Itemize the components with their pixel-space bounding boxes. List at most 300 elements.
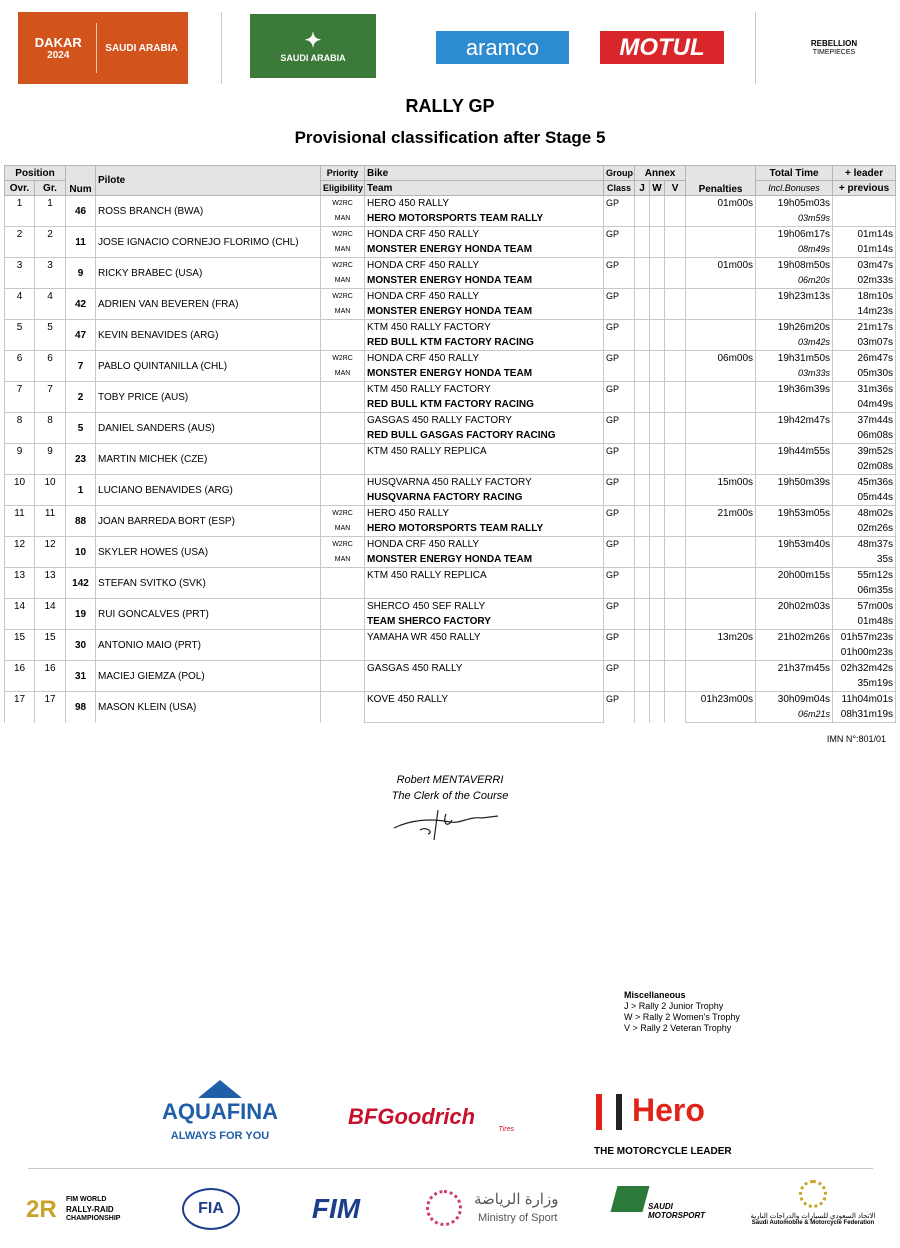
cell-gr: 17 (35, 692, 66, 723)
cell-ovr: 3 (5, 258, 35, 289)
cell-num: 11 (66, 227, 96, 258)
table-row (5, 692, 896, 708)
cell-previous: 02m08s (833, 459, 896, 475)
cell-pilot: PABLO QUINTANILLA (CHL) (96, 351, 321, 382)
cell-class: GP (604, 475, 635, 506)
cell-pilot: RICKY BRABEC (USA) (96, 258, 321, 289)
table-row (5, 227, 896, 243)
fia-name: FIA (198, 1200, 224, 1217)
bfgoodrich-name: BFGoodrich (348, 1104, 476, 1129)
cell-priority (321, 506, 365, 537)
samf-emblem-icon (799, 1180, 827, 1208)
samf-english: Saudi Automobile & Motorcycle Federation (751, 1220, 875, 1226)
cell-penalties-blank (686, 304, 756, 320)
cell-ovr: 11 (5, 506, 35, 537)
misc-line: W > Rally 2 Women's Trophy (624, 1012, 740, 1022)
cell-w (650, 444, 665, 475)
cell-previous: 05m44s (833, 490, 896, 506)
cell-ovr: 6 (5, 351, 35, 382)
cell-priority (321, 475, 365, 506)
cell-j (635, 568, 650, 599)
table-row (5, 196, 896, 212)
rebellion-logo (786, 36, 882, 60)
samf-logo (748, 1180, 878, 1240)
table-row (5, 568, 896, 584)
priority-line: W2RC (332, 293, 353, 300)
cell-w (650, 692, 665, 723)
cell-gr: 12 (35, 537, 66, 568)
clerk-name: Robert MENTAVERRI (396, 774, 504, 786)
cell-penalties: 13m20s (686, 630, 756, 646)
cell-bonus: 06m21s (756, 707, 833, 723)
cell-team: MONSTER ENERGY HONDA TEAM (365, 366, 604, 382)
cell-ovr: 2 (5, 227, 35, 258)
cell-w (650, 320, 665, 351)
cell-previous (833, 211, 896, 227)
cell-leader: 45m36s (833, 475, 896, 491)
col-num: Num (66, 166, 96, 196)
cell-previous: 04m49s (833, 397, 896, 413)
cell-penalties-blank (686, 242, 756, 258)
cell-gr: 1 (35, 196, 66, 227)
cell-v (665, 382, 686, 413)
cell-penalties (686, 444, 756, 460)
cell-j (635, 413, 650, 444)
cell-leader: 57m00s (833, 599, 896, 615)
cell-priority (321, 661, 365, 692)
cell-num: 47 (66, 320, 96, 351)
cell-class: GP (604, 258, 635, 289)
cell-previous: 01h00m23s (833, 645, 896, 661)
cell-bike: KOVE 450 RALLY (365, 692, 604, 708)
cell-penalties-blank (686, 676, 756, 692)
cell-bike: HERO 450 RALLY (365, 506, 604, 522)
cell-num: 19 (66, 599, 96, 630)
cell-ovr: 14 (5, 599, 35, 630)
cell-total: 19h26m20s (756, 320, 833, 336)
table-row (5, 289, 896, 305)
cell-total: 21h37m45s (756, 661, 833, 677)
cell-team: MONSTER ENERGY HONDA TEAM (365, 552, 604, 568)
cell-w (650, 568, 665, 599)
bfgoodrich-logo (348, 1104, 516, 1132)
saudi-motorsport-logo (612, 1186, 704, 1234)
hero-mark-icon (596, 1094, 622, 1130)
col-annex: Annex (635, 166, 686, 181)
cell-v (665, 475, 686, 506)
cell-leader: 18m10s (833, 289, 896, 305)
cell-bike: HONDA CRF 450 RALLY (365, 227, 604, 243)
cell-num: 31 (66, 661, 96, 692)
cell-team: MONSTER ENERGY HONDA TEAM (365, 242, 604, 258)
table-row (5, 599, 896, 615)
cell-priority (321, 568, 365, 599)
hero-name: Hero (632, 1092, 705, 1128)
cell-pilot: DANIEL SANDERS (AUS) (96, 413, 321, 444)
col-class: Class (604, 181, 635, 196)
cell-penalties (686, 413, 756, 429)
divider (755, 12, 756, 84)
cell-gr: 11 (35, 506, 66, 537)
cell-priority (321, 692, 365, 723)
cell-team (365, 583, 604, 599)
page-title: RALLY GP (405, 96, 495, 116)
cell-j (635, 351, 650, 382)
cell-num: 2 (66, 382, 96, 413)
col-bonuses: Incl.Bonuses (756, 181, 833, 196)
cell-pilot: SKYLER HOWES (USA) (96, 537, 321, 568)
cell-bonus: 03m33s (756, 366, 833, 382)
cell-team (365, 645, 604, 661)
dakar-word: DAKAR (34, 35, 82, 50)
table-row (5, 413, 896, 429)
cell-bike: HERO 450 RALLY (365, 196, 604, 212)
bfgoodrich-sub: Tires (498, 1126, 514, 1133)
cell-v (665, 599, 686, 630)
cell-bonus (756, 614, 833, 630)
cell-priority (321, 537, 365, 568)
cell-previous: 35m19s (833, 676, 896, 692)
saudi-arabia-logo (250, 14, 376, 78)
cell-pilot: RUI GONCALVES (PRT) (96, 599, 321, 630)
col-leader: + leader (833, 166, 896, 181)
aquafina-logo (150, 1080, 290, 1160)
cell-priority (321, 227, 365, 258)
cell-priority (321, 630, 365, 661)
eligibility-line: MAN (334, 246, 351, 253)
cell-bike: KTM 450 RALLY FACTORY (365, 320, 604, 336)
cell-bonus (756, 676, 833, 692)
cell-bike: GASGAS 450 RALLY (365, 661, 604, 677)
cell-v (665, 630, 686, 661)
cell-bonus (756, 645, 833, 661)
cell-ovr: 1 (5, 196, 35, 227)
signature-scribble (390, 806, 502, 842)
cell-v (665, 320, 686, 351)
cell-class: GP (604, 196, 635, 227)
table-row (5, 630, 896, 646)
table-row (5, 475, 896, 491)
cell-team: HERO MOTORSPORTS TEAM RALLY (365, 211, 604, 227)
cell-penalties-blank (686, 366, 756, 382)
w2rc-mark: 2R (26, 1196, 57, 1223)
cell-penalties: 21m00s (686, 506, 756, 522)
cell-gr: 3 (35, 258, 66, 289)
cell-ovr: 9 (5, 444, 35, 475)
dakar-country: SAUDI ARABIA (105, 42, 178, 54)
cell-v (665, 351, 686, 382)
cell-w (650, 661, 665, 692)
cell-v (665, 568, 686, 599)
cell-bonus (756, 552, 833, 568)
cell-team: TEAM SHERCO FACTORY (365, 614, 604, 630)
cell-penalties-blank (686, 211, 756, 227)
cell-pilot: JOAN BARREDA BORT (ESP) (96, 506, 321, 537)
cell-penalties (686, 568, 756, 584)
col-previous: + previous (833, 181, 896, 196)
cell-j (635, 506, 650, 537)
cell-team: RED BULL KTM FACTORY RACING (365, 335, 604, 351)
col-v: V (665, 181, 686, 196)
cell-previous: 06m35s (833, 583, 896, 599)
priority-line: W2RC (332, 231, 353, 238)
cell-v (665, 227, 686, 258)
cell-bike: HONDA CRF 450 RALLY (365, 289, 604, 305)
cell-total: 19h36m39s (756, 382, 833, 398)
cell-total: 19h50m39s (756, 475, 833, 491)
dakar-logo (18, 12, 188, 84)
col-eligibility: Eligibility (321, 181, 365, 196)
table-row (5, 320, 896, 336)
cell-pilot: STEFAN SVITKO (SVK) (96, 568, 321, 599)
w2rc-line1: FIM WORLD (66, 1196, 107, 1203)
ministry-arabic: وزارة الرياضة (474, 1191, 559, 1208)
cell-num: 23 (66, 444, 96, 475)
cell-bonus: 03m59s (756, 211, 833, 227)
cell-pilot: MASON KLEIN (USA) (96, 692, 321, 723)
cell-bonus: 03m42s (756, 335, 833, 351)
cell-penalties (686, 599, 756, 615)
cell-penalties (686, 320, 756, 336)
col-w: W (650, 181, 665, 196)
cell-bike: KTM 450 RALLY FACTORY (365, 382, 604, 398)
ministry-english: Ministry of Sport (478, 1212, 558, 1224)
cell-bike: GASGAS 450 RALLY FACTORY (365, 413, 604, 429)
cell-bonus (756, 490, 833, 506)
cell-j (635, 444, 650, 475)
cell-total: 21h02m26s (756, 630, 833, 646)
imn-number: IMN N°:801/01 (826, 734, 886, 744)
cell-bonus: 08m49s (756, 242, 833, 258)
eligibility-line: MAN (334, 308, 351, 315)
cell-v (665, 444, 686, 475)
table-row (5, 506, 896, 522)
cell-gr: 13 (35, 568, 66, 599)
cell-num: 46 (66, 196, 96, 227)
priority-line: W2RC (332, 510, 353, 517)
cell-j (635, 258, 650, 289)
cell-class: GP (604, 506, 635, 537)
cell-gr: 6 (35, 351, 66, 382)
classification-table (4, 165, 896, 723)
cell-priority (321, 320, 365, 351)
cell-total: 19h06m17s (756, 227, 833, 243)
misc-line: V > Rally 2 Veteran Trophy (624, 1023, 732, 1033)
fim-logo (298, 1192, 374, 1226)
cell-previous: 05m30s (833, 366, 896, 382)
cell-j (635, 599, 650, 630)
cell-j (635, 289, 650, 320)
cell-class: GP (604, 599, 635, 630)
cell-total: 19h05m03s (756, 196, 833, 212)
col-pilote: Pilote (96, 166, 321, 196)
cell-num: 7 (66, 351, 96, 382)
cell-penalties-blank (686, 490, 756, 506)
fia-logo (182, 1188, 240, 1230)
cell-ovr: 8 (5, 413, 35, 444)
cell-v (665, 692, 686, 723)
cell-team: MONSTER ENERGY HONDA TEAM (365, 304, 604, 320)
cell-previous: 02m33s (833, 273, 896, 289)
cell-bike: HONDA CRF 450 RALLY (365, 351, 604, 367)
eligibility-line: MAN (334, 215, 351, 222)
table-row (5, 351, 896, 367)
mountain-icon (198, 1080, 242, 1098)
cell-v (665, 661, 686, 692)
cell-class: GP (604, 413, 635, 444)
cell-penalties-blank (686, 273, 756, 289)
cell-gr: 5 (35, 320, 66, 351)
clerk-role: The Clerk of the Course (391, 790, 509, 802)
cell-pilot: LUCIANO BENAVIDES (ARG) (96, 475, 321, 506)
cell-leader: 39m52s (833, 444, 896, 460)
rebellion-name: REBELLION (810, 39, 858, 48)
cell-team: HUSQVARNA FACTORY RACING (365, 490, 604, 506)
cell-penalties: 01h23m00s (686, 692, 756, 708)
cell-bonus (756, 397, 833, 413)
cell-w (650, 196, 665, 227)
cell-j (635, 227, 650, 258)
aramco-logo (436, 31, 569, 64)
samf-arabic: الاتحاد السعودي للسيارات والدراجات النارية (750, 1213, 876, 1220)
cell-pilot: JOSE IGNACIO CORNEJO FLORIMO (CHL) (96, 227, 321, 258)
cell-bike: YAMAHA WR 450 RALLY (365, 630, 604, 646)
cell-previous: 35s (833, 552, 896, 568)
cell-gr: 15 (35, 630, 66, 661)
cell-pilot: ROSS BRANCH (BWA) (96, 196, 321, 227)
w2rc-logo (26, 1192, 126, 1232)
cell-num: 42 (66, 289, 96, 320)
cell-leader: 21m17s (833, 320, 896, 336)
table-row (5, 258, 896, 274)
cell-penalties-blank (686, 645, 756, 661)
misc-legend (624, 990, 740, 1034)
cell-total: 19h53m40s (756, 537, 833, 553)
eligibility-line: MAN (334, 525, 351, 532)
cell-w (650, 599, 665, 630)
cell-priority (321, 599, 365, 630)
cell-previous: 02m26s (833, 521, 896, 537)
motul-name: MOTUL (619, 33, 705, 61)
cell-bonus (756, 428, 833, 444)
cell-v (665, 537, 686, 568)
cell-bike: SHERCO 450 SEF RALLY (365, 599, 604, 615)
table-row (5, 444, 896, 460)
cell-num: 5 (66, 413, 96, 444)
cell-penalties (686, 227, 756, 243)
cell-penalties-blank (686, 397, 756, 413)
cell-w (650, 258, 665, 289)
sponsor-divider (28, 1168, 873, 1169)
motul-logo (600, 31, 724, 64)
cell-v (665, 506, 686, 537)
cell-w (650, 227, 665, 258)
cell-gr: 2 (35, 227, 66, 258)
cell-num: 98 (66, 692, 96, 723)
priority-line: W2RC (332, 200, 353, 207)
cell-ovr: 15 (5, 630, 35, 661)
eligibility-line: MAN (334, 370, 351, 377)
cell-bonus: 06m20s (756, 273, 833, 289)
cell-penalties: 01m00s (686, 196, 756, 212)
cell-gr: 14 (35, 599, 66, 630)
col-team: Team (365, 181, 604, 196)
cell-previous: 06m08s (833, 428, 896, 444)
aquafina-tag: ALWAYS FOR YOU (170, 1130, 270, 1142)
cell-num: 1 (66, 475, 96, 506)
palm-icon: ✦ (304, 30, 322, 52)
cell-j (635, 692, 650, 723)
cell-pilot: KEVIN BENAVIDES (ARG) (96, 320, 321, 351)
cell-w (650, 537, 665, 568)
saudi-country: SAUDI ARABIA (280, 53, 346, 63)
cell-bike: HONDA CRF 450 RALLY (365, 537, 604, 553)
cell-class: GP (604, 289, 635, 320)
cell-previous: 14m23s (833, 304, 896, 320)
cell-j (635, 320, 650, 351)
cell-ovr: 10 (5, 475, 35, 506)
cell-leader: 31m36s (833, 382, 896, 398)
cell-leader: 01h57m23s (833, 630, 896, 646)
w2rc-line3: CHAMPIONSHIP (66, 1215, 121, 1222)
cell-penalties-blank (686, 583, 756, 599)
cell-w (650, 289, 665, 320)
cell-leader: 55m12s (833, 568, 896, 584)
col-gr: Gr. (35, 181, 66, 196)
cell-bike: KTM 450 RALLY REPLICA (365, 568, 604, 584)
classification-body (5, 196, 896, 723)
cell-gr: 4 (35, 289, 66, 320)
cell-team: RED BULL GASGAS FACTORY RACING (365, 428, 604, 444)
cell-class: GP (604, 444, 635, 475)
divider (221, 12, 222, 84)
w2rc-line2: RALLY-RAID (66, 1205, 114, 1214)
cell-penalties-blank (686, 428, 756, 444)
dakar-year: 2024 (47, 50, 70, 61)
cell-class: GP (604, 351, 635, 382)
cell-leader: 03m47s (833, 258, 896, 274)
cell-leader: 01m14s (833, 227, 896, 243)
cell-penalties (686, 382, 756, 398)
cell-total: 19h42m47s (756, 413, 833, 429)
cell-leader: 48m02s (833, 506, 896, 522)
cell-class: GP (604, 382, 635, 413)
cell-team: RED BULL KTM FACTORY RACING (365, 397, 604, 413)
cell-leader: 11h04m01s (833, 692, 896, 708)
cell-penalties-blank (686, 707, 756, 723)
cell-total: 19h08m50s (756, 258, 833, 274)
cell-priority (321, 196, 365, 227)
priority-line: W2RC (332, 355, 353, 362)
cell-penalties (686, 289, 756, 305)
cell-bonus (756, 304, 833, 320)
priority-line: W2RC (332, 262, 353, 269)
ministry-logo (426, 1188, 562, 1232)
cell-team (365, 676, 604, 692)
cell-j (635, 475, 650, 506)
cell-j (635, 382, 650, 413)
cell-previous: 08h31m19s (833, 707, 896, 723)
cell-w (650, 413, 665, 444)
cell-penalties-blank (686, 614, 756, 630)
cell-total: 19h23m13s (756, 289, 833, 305)
cell-pilot: ANTONIO MAIO (PRT) (96, 630, 321, 661)
cell-num: 9 (66, 258, 96, 289)
cell-class: GP (604, 320, 635, 351)
cell-priority (321, 258, 365, 289)
priority-line: W2RC (332, 541, 353, 548)
cell-penalties: 01m00s (686, 258, 756, 274)
